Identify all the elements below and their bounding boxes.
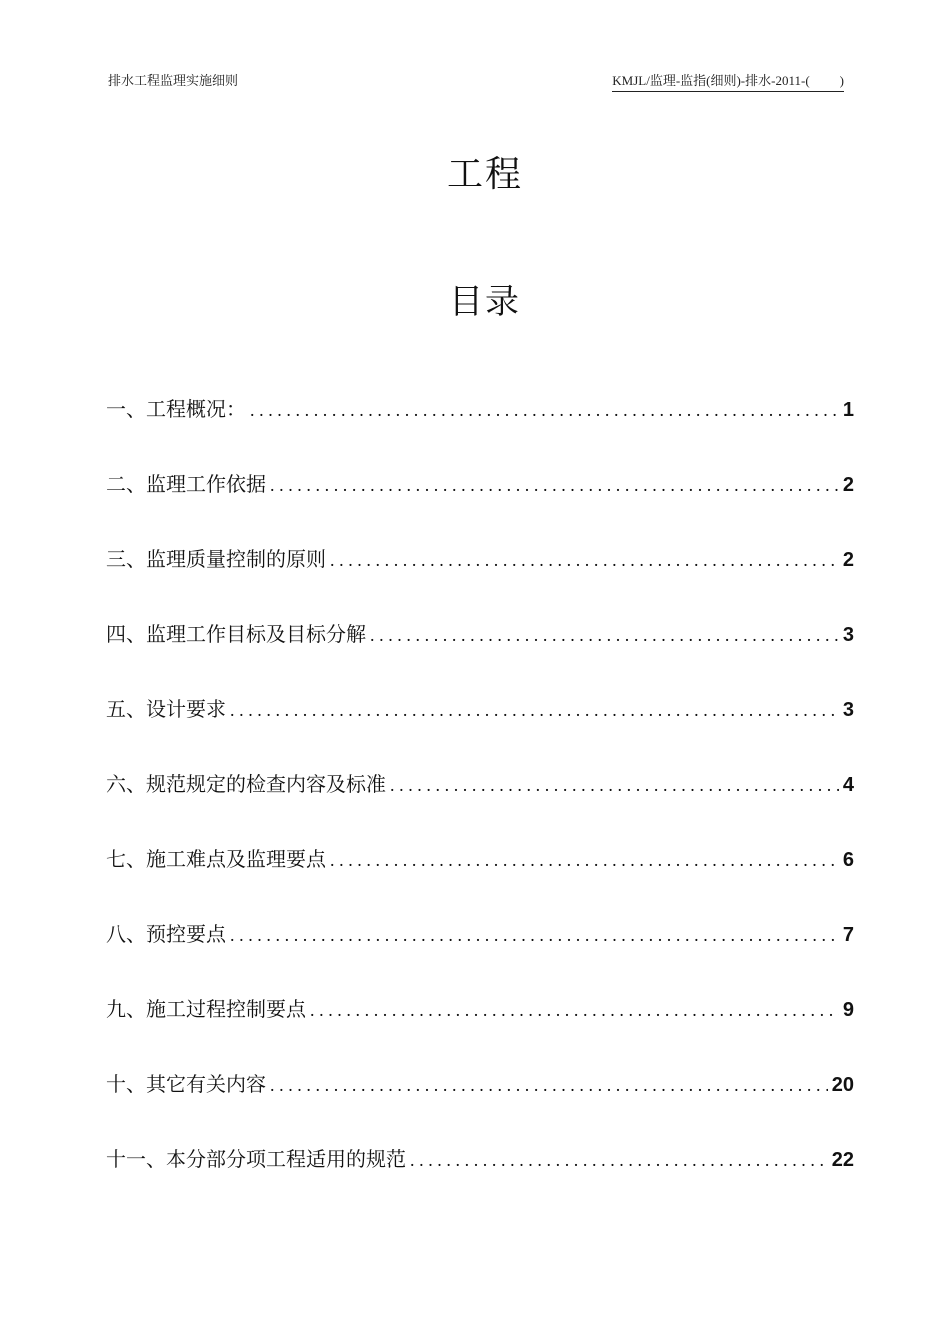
toc-entry-label: 八、预控要点: [106, 922, 226, 946]
toc-dot-leader: [390, 775, 839, 796]
toc-page-number: 4: [842, 774, 854, 796]
toc-page-number: 2: [842, 549, 854, 571]
header-code-close: ): [839, 73, 844, 88]
toc-entry-label: 六、规范规定的检查内容及标准: [106, 772, 386, 796]
toc-entry-10[interactable]: [106, 1068, 854, 1143]
toc-page-number: 6: [842, 849, 854, 871]
toc-entry-label: 七、施工难点及监理要点: [106, 847, 326, 871]
toc-entry-7[interactable]: [106, 843, 854, 918]
toc-page-number: 3: [842, 699, 854, 721]
toc-page-number: 22: [831, 1149, 854, 1171]
toc-page-number: 7: [842, 924, 854, 946]
toc-entry-6[interactable]: [106, 768, 854, 843]
toc-dot-leader: [330, 850, 839, 871]
toc-entry-label: 九、施工过程控制要点: [106, 997, 306, 1021]
header-document-name: 排水工程监理实施细则: [108, 74, 239, 89]
toc-page-number: 2: [842, 474, 854, 496]
toc-dot-leader: [270, 1075, 828, 1096]
toc-entry-9[interactable]: [106, 993, 854, 1068]
toc-entry-5[interactable]: [106, 693, 854, 768]
header-document-code: [612, 70, 844, 92]
toc-dot-leader: [370, 625, 839, 646]
toc-entry-1[interactable]: [106, 393, 854, 468]
toc-dot-leader: [270, 475, 839, 496]
toc-entry-label: 一、工程概况：: [106, 397, 246, 421]
toc-entry-11[interactable]: [106, 1143, 854, 1218]
toc-dot-leader: [230, 700, 839, 721]
toc-entry-label: 十一、本分部分项工程适用的规范: [106, 1147, 406, 1171]
toc-dot-leader: [250, 400, 839, 421]
toc-entry-3[interactable]: [106, 543, 854, 618]
toc-entry-label: 三、监理质量控制的原则: [106, 547, 326, 571]
toc-page-number: 9: [842, 999, 854, 1021]
toc-dot-leader: [410, 1150, 828, 1171]
toc-entry-label: 四、监理工作目标及目标分解: [106, 622, 366, 646]
toc-entry-label: 五、设计要求: [106, 697, 226, 721]
toc-entry-2[interactable]: [106, 468, 854, 543]
table-of-contents: [106, 393, 854, 1218]
header-code-text: KMJL/监理-监指(细则)-排水-2011-(: [612, 73, 810, 88]
toc-page-number: 1: [842, 399, 854, 421]
toc-dot-leader: [310, 1000, 839, 1021]
toc-page-number: 3: [842, 624, 854, 646]
toc-dot-leader: [330, 550, 839, 571]
toc-heading: 目录: [449, 282, 521, 322]
toc-entry-8[interactable]: [106, 918, 854, 993]
toc-entry-label: 二、监理工作依据: [106, 472, 266, 496]
document-title: 工程: [446, 154, 523, 195]
toc-entry-4[interactable]: [106, 618, 854, 693]
toc-dot-leader: [230, 925, 839, 946]
toc-page-number: 20: [831, 1074, 854, 1096]
toc-entry-label: 十、其它有关内容: [106, 1072, 266, 1096]
